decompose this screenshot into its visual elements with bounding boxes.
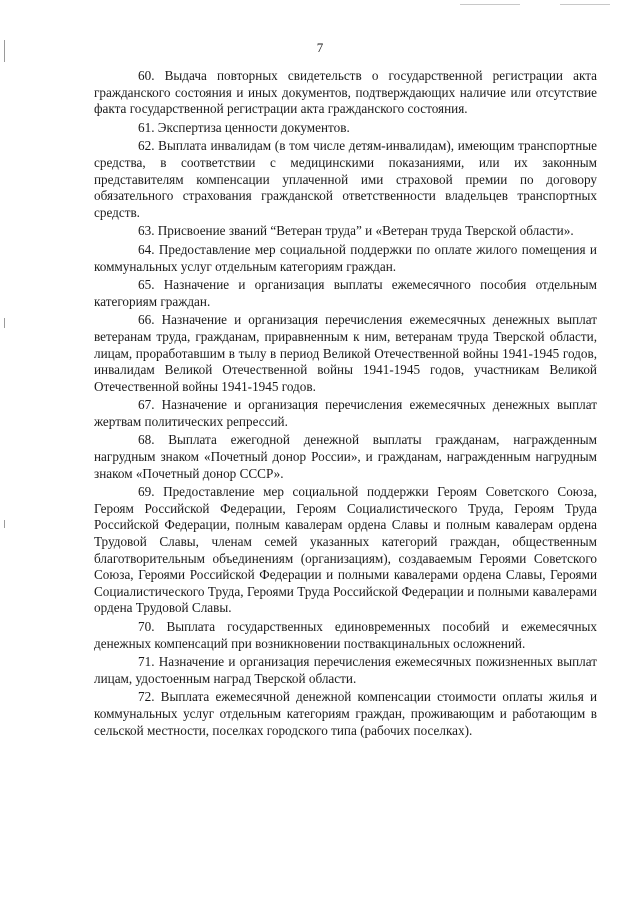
scan-edge-mark [4,520,5,528]
paragraph-60: 60. Выдача повторных свидетельств о государственной регистрации акта гражданского состояния и иных документов, подтверждающих наличие или отсутствие факта государственной регистрации акта гражданского состояния. [94,68,597,117]
paragraph-63: 63. Присвоение званий “Ветеран труда” и «Ветеран труда Тверской области». [138,223,574,239]
paragraph-70: 70. Выплата государственных единовременных пособий и ежемесячных денежных компенсаций при возникновении поствакцинальных осложнений. [94,619,597,651]
paragraph-72: 72. Выплата ежемесячной денежной компенсации стоимости оплаты жилья и коммунальных услуг отдельным категориям граждан, проживающим и работающим в сельской местности, поселках городского типа (рабочих поселках). [94,689,597,738]
scan-top-artifact [560,4,610,5]
paragraph-65: 65. Назначение и организация выплаты ежемесячного пособия отдельным категориям граждан. [94,277,597,309]
document-body [94,68,597,741]
paragraph-64: 64. Предоставление мер социальной поддержки по оплате жилого помещения и коммунальных услуг отдельным категориям граждан. [94,241,597,274]
paragraph-69: 69. Предоставление мер социальной поддержки Героям Советского Союза, Героям Российской Федерации, Героям Социалистического Труда, Героям Труда Российской Федерации, полным кавалерам ордена Славы и полным кавалерам ордена Трудовой Славы, членам семей указанных категорий граждан, общественным благотворительным объединениям (организациям), создаваемым Героями Советского Союза, Героями Российской Федерации и полными кавалерами ордена Славы, Героями Социалистического Труда, Героями Труда Российской Федерации и полными кавалерами ордена Трудовой Славы. [94,484,597,616]
paragraph-67: 67. Назначение и организация перечисления ежемесячных денежных выплат жертвам политических репрессий. [94,397,597,429]
paragraph-66: 66. Назначение и организация перечисления ежемесячных денежных выплат ветеранам труда, гражданам, приравненным к ним, ветеранам труда Тверской области, лицам, проработавшим в тылу в период Великой Отечественной войны 1941-1945 годов, инвалидам Великой Отечественной войны 1941-1945 годов, участникам Великой Отечественной войны 1941-1945 годов. [94,312,597,394]
scan-top-artifact [460,4,520,5]
paragraph-61: 61. Экспертиза ценности документов. [138,119,350,135]
page-number: 7 [316,40,324,55]
paragraph-62: 62. Выплата инвалидам (в том числе детям-инвалидам), имеющим транспортные средства, в соответствии с медицинскими показаниями, или их законным представителям компенсации уплаченной ими страховой премии по договору обязательного страхования гражданской ответственности владельцев транспортных средств. [94,138,597,220]
paragraph-68: 68. Выплата ежегодной денежной выплаты гражданам, награжденным нагрудным знаком «Почетный донор России», и гражданам, награжденным нагрудным знаком «Почетный донор СССР». [94,432,597,481]
scan-edge-mark [4,318,5,328]
paragraph-71: 71. Назначение и организация перечисления ежемесячных пожизненных выплат лицам, удостоенным наград Тверской области. [94,654,597,686]
